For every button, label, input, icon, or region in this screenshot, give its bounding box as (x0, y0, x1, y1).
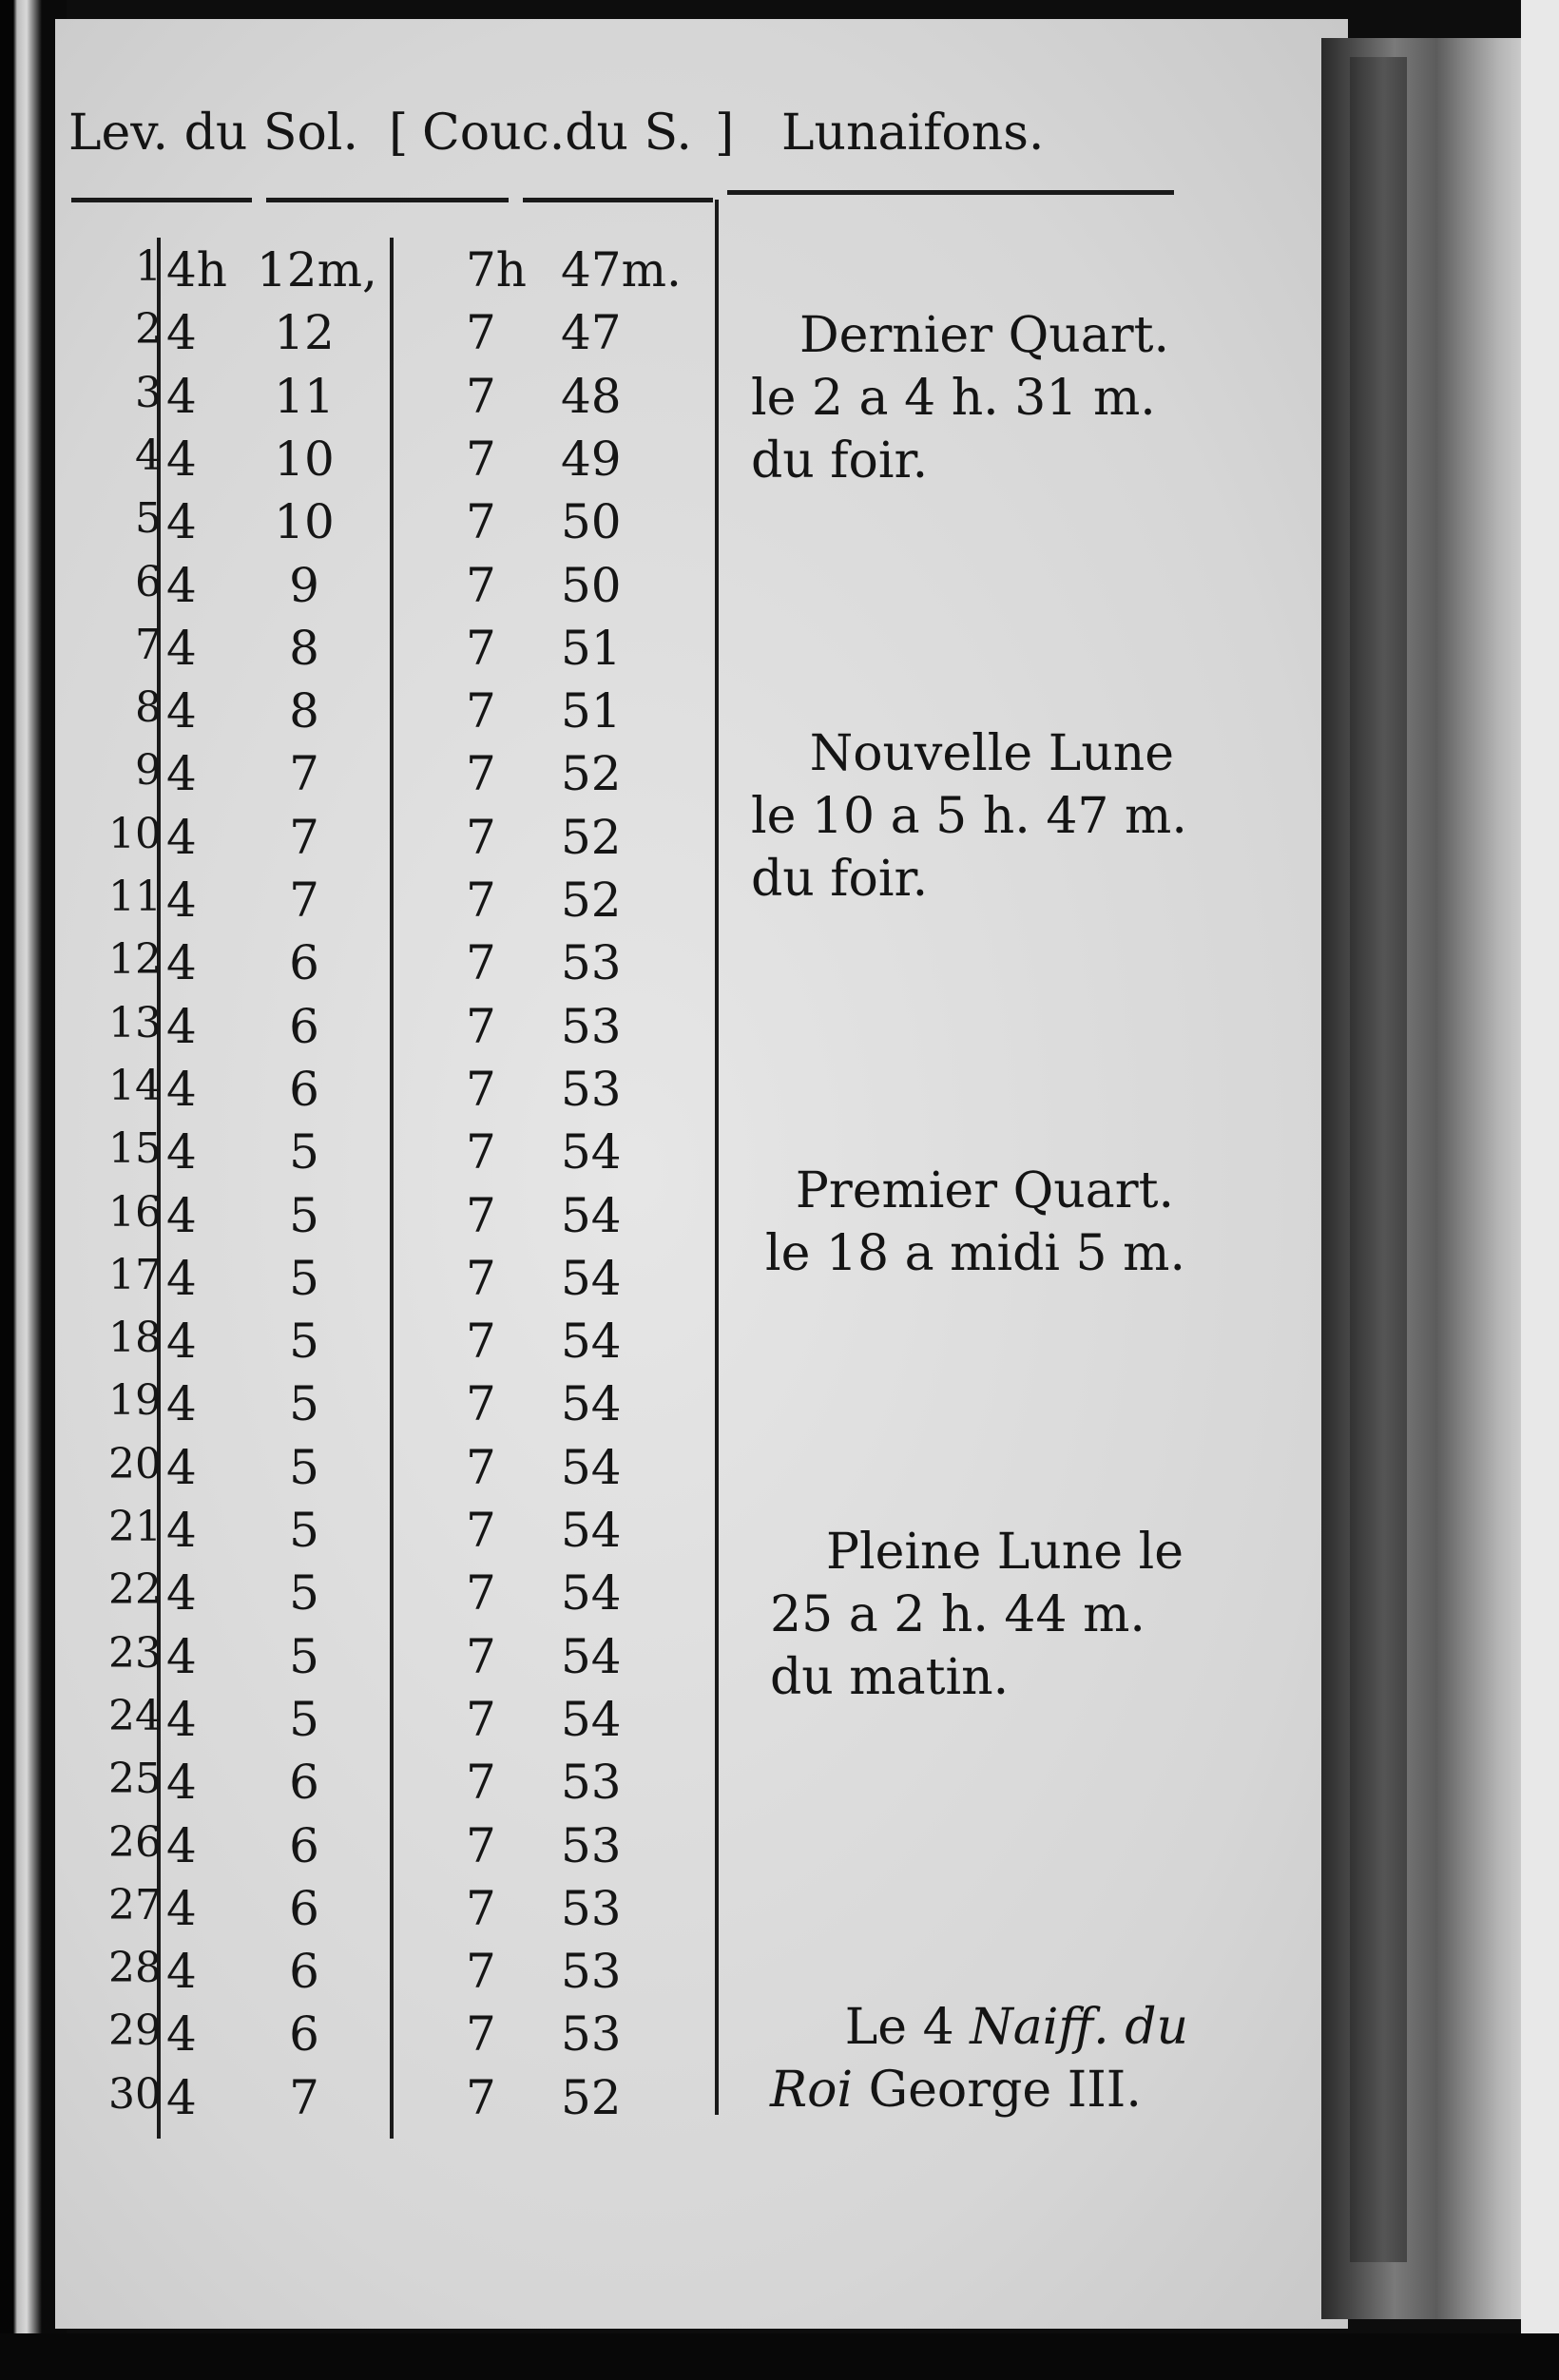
sunrise-hour: 4 (166, 1439, 197, 1495)
sunrise-minute: 5 (289, 1250, 319, 1306)
sunrise-minute: 6 (289, 1944, 319, 2000)
scan-bottom-border (0, 2333, 1559, 2380)
day-number: 26 (108, 1817, 162, 1867)
sunset-hour: 7 (466, 1691, 496, 1747)
header-sunset: Couc.du S. (422, 105, 692, 162)
day-number: 13 (108, 998, 162, 1047)
table-row (0, 1755, 722, 1817)
birthday-note (770, 1996, 1188, 2121)
sunset-hour: 7 (466, 998, 496, 1054)
sunset-minute: 52 (561, 2069, 622, 2125)
day-number: 23 (108, 1628, 162, 1678)
sunrise-hour: 4 (166, 1944, 197, 2000)
sunset-minute: 49 (561, 431, 622, 487)
sunset-hour: 7 (466, 1817, 496, 1873)
day-number: 21 (108, 1503, 162, 1551)
table-row (0, 1314, 722, 1376)
full-moon-time: 25 a 2 h. 44 m. (770, 1586, 1145, 1643)
sunrise-hour: 4 (166, 1187, 197, 1243)
sunset-minute: 47 (561, 305, 622, 361)
sunset-minute: 53 (561, 935, 622, 991)
sunset-hour: 7 (466, 1250, 496, 1306)
sunrise-hour: 4 (166, 1880, 197, 1936)
sunset-hour: 7 (466, 557, 496, 613)
table-row (0, 683, 722, 746)
sunrise-hour: 4 (166, 809, 197, 865)
sunset-minute: 51 (561, 683, 622, 739)
sunrise-hour: 4 (166, 935, 197, 991)
note-line-1 (770, 1996, 1188, 2059)
sunset-minute: 54 (561, 1503, 622, 1558)
sunrise-hour: 4 (166, 368, 197, 424)
sunset-hour: 7 (466, 1314, 496, 1370)
day-number: 9 (135, 746, 162, 796)
day-number: 22 (108, 1565, 162, 1615)
sunrise-hour: 4 (166, 1124, 197, 1180)
sunset-hour: 7h (466, 242, 528, 298)
sunset-minute: 54 (561, 1250, 622, 1306)
sunrise-minute: 5 (289, 1124, 319, 1180)
sunrise-minute: 5 (289, 1376, 319, 1432)
table-row (0, 2006, 722, 2069)
day-number: 15 (108, 1124, 162, 1174)
day-number: 24 (108, 1691, 162, 1740)
sunset-hour: 7 (466, 620, 496, 676)
sunrise-minute: 5 (289, 1503, 319, 1558)
day-number: 30 (108, 2069, 162, 2119)
sunrise-minute: 5 (289, 1187, 319, 1243)
sunrise-minute: 6 (289, 1061, 319, 1117)
header-rule-3 (523, 198, 713, 202)
sunset-hour: 7 (466, 1061, 496, 1117)
table-row (0, 1062, 722, 1124)
table-row (0, 1440, 722, 1503)
sunrise-hour: 4h (166, 242, 228, 298)
sunset-hour: 7 (466, 1187, 496, 1243)
sunrise-minute: 9 (289, 557, 319, 613)
header-rule-1 (71, 198, 252, 202)
table-row (0, 873, 722, 935)
sunset-minute: 54 (561, 1187, 622, 1243)
day-number: 11 (108, 873, 162, 921)
day-number: 20 (108, 1439, 162, 1488)
day-number: 7 (135, 620, 162, 669)
sunset-minute: 54 (561, 1565, 622, 1622)
table-row (0, 935, 722, 998)
sunset-hour: 7 (466, 873, 496, 928)
table-row (0, 1881, 722, 1944)
day-number: 10 (108, 809, 162, 858)
new-moon-period: du foir. (751, 851, 929, 908)
sunrise-minute: 6 (289, 1755, 319, 1811)
note-line-2-italic: Roi (770, 2062, 854, 2119)
sunset-hour: 7 (466, 1439, 496, 1495)
sunrise-minute: 6 (289, 935, 319, 991)
table-row (0, 1565, 722, 1628)
table-row (0, 999, 722, 1062)
sunrise-hour: 4 (166, 1314, 197, 1370)
header-rule-4 (727, 190, 1174, 195)
note-line-1-italic: Naiff. du (970, 1999, 1188, 2056)
day-number: 28 (108, 1944, 162, 1993)
day-number: 3 (135, 368, 162, 417)
sunset-hour: 7 (466, 1376, 496, 1432)
table-row (0, 621, 722, 683)
sunrise-minute: 10 (274, 431, 335, 487)
sunrise-hour: 4 (166, 1691, 197, 1747)
sunrise-minute: 7 (289, 746, 319, 802)
sunset-hour: 7 (466, 2069, 496, 2125)
sunrise-hour: 4 (166, 1817, 197, 1873)
background-strip (1521, 0, 1559, 2380)
sunrise-hour: 4 (166, 1376, 197, 1432)
table-row (0, 1629, 722, 1692)
sunrise-minute: 12m, (257, 242, 377, 298)
sunrise-minute: 7 (289, 873, 319, 928)
sunrise-minute: 11 (274, 368, 335, 424)
sunrise-hour: 4 (166, 494, 197, 550)
sunset-hour: 7 (466, 1124, 496, 1180)
lunation-full-moon (770, 1521, 1184, 1709)
header-rule-2 (266, 198, 509, 202)
sunset-minute: 53 (561, 2006, 622, 2063)
day-number: 6 (135, 557, 162, 606)
day-number: 27 (108, 1880, 162, 1929)
sunset-minute: 50 (561, 494, 622, 550)
sunrise-hour: 4 (166, 873, 197, 928)
sunset-hour: 7 (466, 1503, 496, 1558)
sunrise-minute: 5 (289, 1628, 319, 1684)
day-number: 17 (108, 1250, 162, 1299)
header-bracket-right: ] (715, 105, 735, 162)
sunset-minute: 54 (561, 1376, 622, 1432)
day-number: 18 (108, 1314, 162, 1363)
sunset-hour: 7 (466, 1565, 496, 1622)
day-number: 1 (135, 242, 162, 291)
sunset-minute: 53 (561, 1880, 622, 1936)
sunset-minute: 53 (561, 998, 622, 1054)
table-row (0, 1944, 722, 2006)
sunset-minute: 52 (561, 746, 622, 802)
header-lunations: Lunaifons. (781, 105, 1045, 162)
sunset-hour: 7 (466, 431, 496, 487)
day-number: 8 (135, 683, 162, 733)
sunset-hour: 7 (466, 1944, 496, 2000)
last-quarter-time: le 2 a 4 h. 31 m. (751, 370, 1156, 427)
sunrise-hour: 4 (166, 1755, 197, 1811)
sunrise-hour: 4 (166, 683, 197, 739)
sunset-hour: 7 (466, 746, 496, 802)
sunset-minute: 53 (561, 1817, 622, 1873)
sunset-minute: 47m. (561, 242, 682, 298)
day-number: 16 (108, 1187, 162, 1237)
sunrise-minute: 10 (274, 494, 335, 550)
sunrise-minute: 6 (289, 2006, 319, 2063)
table-row (0, 558, 722, 621)
sunset-hour: 7 (466, 305, 496, 361)
day-number: 29 (108, 2006, 162, 2056)
sunrise-minute: 8 (289, 683, 319, 739)
table-row (0, 2070, 722, 2133)
sunrise-hour: 4 (166, 746, 197, 802)
sunrise-hour: 4 (166, 1628, 197, 1684)
new-moon-time: le 10 a 5 h. 47 m. (751, 788, 1187, 845)
sunrise-hour: 4 (166, 2069, 197, 2125)
header-bracket-left: [ (389, 105, 409, 162)
sunset-hour: 7 (466, 1755, 496, 1811)
sunset-minute: 52 (561, 873, 622, 928)
sunrise-minute: 6 (289, 1817, 319, 1873)
sunset-hour: 7 (466, 368, 496, 424)
sunrise-hour: 4 (166, 1503, 197, 1558)
sunrise-minute: 6 (289, 998, 319, 1054)
table-row (0, 494, 722, 557)
header-sunrise: Lev. du Sol. (68, 105, 358, 162)
table-row (0, 1818, 722, 1881)
sunset-minute: 53 (561, 1944, 622, 2000)
table-row (0, 242, 722, 305)
sunset-minute: 53 (561, 1061, 622, 1117)
last-quarter-period: du foir. (751, 432, 929, 489)
sunset-minute: 48 (561, 368, 622, 424)
sunset-hour: 7 (466, 809, 496, 865)
table-row (0, 746, 722, 809)
lunation-first-quarter (765, 1160, 1185, 1285)
sunrise-hour: 4 (166, 998, 197, 1054)
first-quarter-time: le 18 a midi 5 m. (765, 1225, 1185, 1282)
lunation-last-quarter (751, 304, 1169, 492)
sunset-hour: 7 (466, 494, 496, 550)
sunrise-minute: 8 (289, 620, 319, 676)
sunrise-minute: 5 (289, 1439, 319, 1495)
table-row (0, 1124, 722, 1187)
sunrise-hour: 4 (166, 1061, 197, 1117)
sunset-minute: 54 (561, 1691, 622, 1747)
sunset-hour: 7 (466, 1628, 496, 1684)
sunset-hour: 7 (466, 683, 496, 739)
sunrise-minute: 5 (289, 1314, 319, 1370)
full-moon-period: du matin. (770, 1649, 1010, 1706)
day-number: 12 (108, 935, 162, 985)
full-moon-title: Pleine Lune le (825, 1524, 1184, 1581)
new-moon-title: Nouvelle Lune (809, 725, 1174, 782)
sunrise-minute: 5 (289, 1691, 319, 1747)
sunset-hour: 7 (466, 2006, 496, 2063)
page-fore-edge-shadow (1350, 57, 1407, 2262)
sunrise-hour: 4 (166, 1565, 197, 1622)
sunset-minute: 53 (561, 1755, 622, 1811)
table-row (0, 1376, 722, 1439)
sunset-minute: 50 (561, 557, 622, 613)
sunrise-hour: 4 (166, 305, 197, 361)
sunset-hour: 7 (466, 1880, 496, 1936)
sunrise-hour: 4 (166, 620, 197, 676)
sunset-minute: 54 (561, 1124, 622, 1180)
table-row (0, 810, 722, 873)
sunrise-hour: 4 (166, 1250, 197, 1306)
sunset-minute: 51 (561, 620, 622, 676)
note-line-2-plain: George III. (853, 2062, 1142, 2119)
last-quarter-title: Dernier Quart. (799, 307, 1169, 364)
table-row (0, 1188, 722, 1251)
lunation-new-moon (751, 722, 1187, 911)
first-quarter-title: Premier Quart. (795, 1162, 1174, 1219)
table-row (0, 1251, 722, 1314)
sunset-minute: 52 (561, 809, 622, 865)
table-row (0, 432, 722, 494)
day-number: 14 (108, 1061, 162, 1110)
sunrise-hour: 4 (166, 2006, 197, 2063)
note-line-1-plain: Le 4 (844, 1999, 971, 2056)
table-row (0, 305, 722, 368)
sunrise-minute: 6 (289, 1880, 319, 1936)
day-number: 4 (135, 431, 162, 480)
sunrise-minute: 5 (289, 1565, 319, 1622)
sunrise-hour: 4 (166, 431, 197, 487)
day-number: 19 (108, 1376, 162, 1426)
sunrise-hour: 4 (166, 557, 197, 613)
table-row (0, 1692, 722, 1755)
sunset-minute: 54 (561, 1628, 622, 1684)
sunrise-minute: 7 (289, 2069, 319, 2125)
sunset-minute: 54 (561, 1314, 622, 1370)
day-number: 5 (135, 494, 162, 544)
day-number: 25 (108, 1755, 162, 1804)
sunrise-minute: 12 (274, 305, 335, 361)
table-row (0, 1503, 722, 1565)
sunset-minute: 54 (561, 1439, 622, 1495)
note-line-2 (770, 2059, 1188, 2121)
day-number: 2 (135, 305, 162, 355)
table-row (0, 369, 722, 432)
sunset-hour: 7 (466, 935, 496, 991)
sunrise-minute: 7 (289, 809, 319, 865)
